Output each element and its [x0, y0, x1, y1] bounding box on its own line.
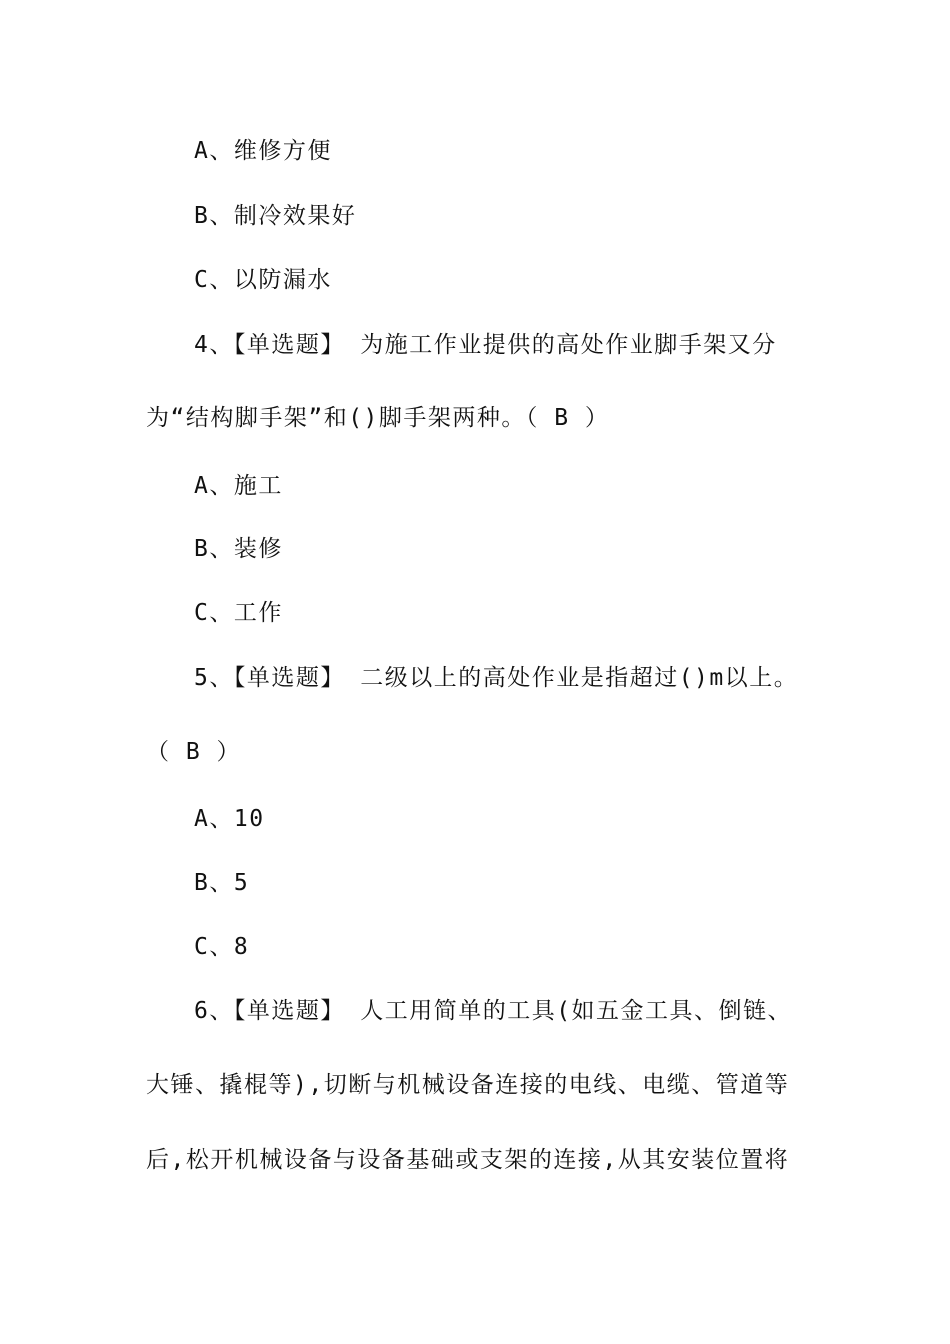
question-4-line-2: 为“结构脚手架”和()脚手架两种。（ B ） [146, 405, 610, 431]
option-c-q5: C、8 [194, 934, 250, 960]
question-6-line-2: 大锤、撬棍等),切断与机械设备连接的电线、电缆、管道等 [146, 1072, 790, 1098]
question-5-line-1: 5、【单选题】 二级以上的高处作业是指超过()m以上。 [194, 665, 799, 691]
option-b-q5: B、5 [194, 870, 250, 896]
option-c-q3: C、以防漏水 [194, 267, 332, 293]
option-a-q5: A、10 [194, 806, 265, 832]
question-6-line-3: 后,松开机械设备与设备基础或支架的连接,从其安装位置将 [146, 1147, 790, 1173]
question-6-line-1: 6、【单选题】 人工用简单的工具(如五金工具、倒链、 [194, 998, 793, 1024]
option-b-q3: B、制冷效果好 [194, 203, 357, 229]
question-5-line-2: （ B ） [146, 739, 242, 765]
question-4-line-1: 4、【单选题】 为施工作业提供的高处作业脚手架又分 [194, 332, 777, 358]
option-a-q3: A、维修方便 [194, 138, 332, 164]
option-b-q4: B、装修 [194, 536, 283, 562]
option-a-q4: A、施工 [194, 473, 283, 499]
option-c-q4: C、工作 [194, 600, 283, 626]
